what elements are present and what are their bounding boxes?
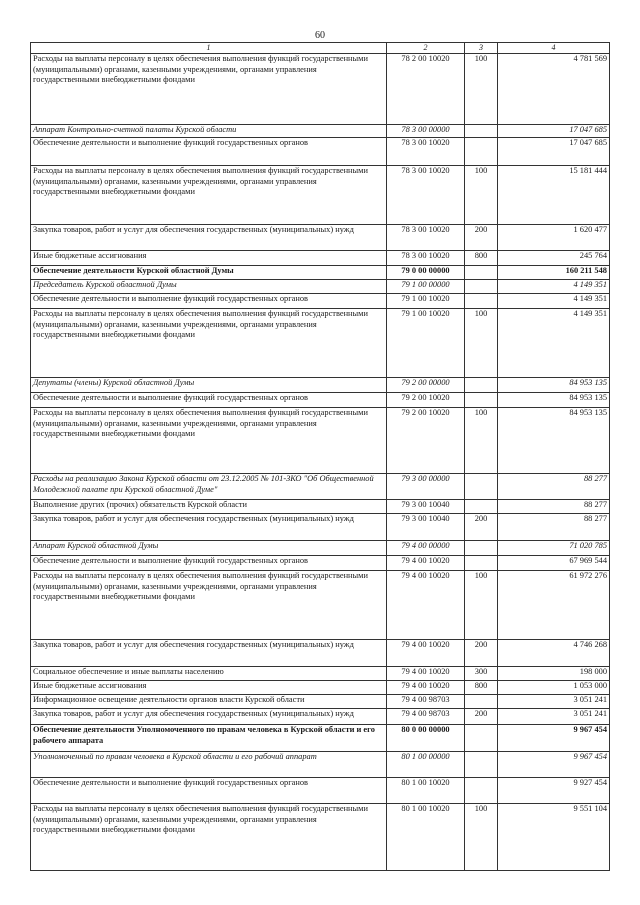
row-sum: 4 746 268 (498, 640, 610, 667)
row-name: Расходы на реализацию Закона Курской области от 23.12.2005 № 101-ЗКО "Об Общественной Молодежной палате при Курской областной Думе" (31, 474, 387, 500)
row-sum: 17 047 685 (498, 138, 610, 166)
row-vr: 200 (465, 225, 498, 251)
table-row (31, 54, 610, 125)
row-name: Аппарат Курской областной Думы (31, 541, 387, 556)
table-row (31, 138, 610, 166)
row-vr: 800 (465, 251, 498, 266)
table-row (31, 556, 610, 571)
row-vr: 100 (465, 54, 498, 125)
row-vr (465, 280, 498, 294)
table-row (31, 309, 610, 378)
row-vr: 100 (465, 166, 498, 225)
row-vr (465, 393, 498, 408)
row-sum: 198 000 (498, 667, 610, 681)
table-row (31, 778, 610, 804)
row-code: 80 1 00 00000 (387, 752, 465, 778)
row-name: Иные бюджетные ассигнования (31, 251, 387, 266)
row-code: 79 3 00 10040 (387, 514, 465, 541)
row-sum: 88 277 (498, 500, 610, 514)
row-vr: 100 (465, 309, 498, 378)
row-code: 79 3 00 10040 (387, 500, 465, 514)
row-sum: 160 211 548 (498, 266, 610, 280)
row-code: 79 1 00 00000 (387, 280, 465, 294)
table-row (31, 640, 610, 667)
table-row (31, 804, 610, 871)
header-col-2: 2 (387, 43, 465, 54)
row-vr (465, 266, 498, 280)
row-code: 79 3 00 00000 (387, 474, 465, 500)
table-row (31, 125, 610, 138)
row-vr: 100 (465, 804, 498, 871)
row-vr (465, 125, 498, 138)
row-sum: 4 149 351 (498, 280, 610, 294)
row-code: 79 4 00 10020 (387, 556, 465, 571)
row-code: 79 2 00 10020 (387, 393, 465, 408)
row-name: Закупка товаров, работ и услуг для обеспечения государственных (муниципальных) нужд (31, 514, 387, 541)
row-sum: 9 967 454 (498, 752, 610, 778)
row-vr: 200 (465, 514, 498, 541)
row-vr: 200 (465, 709, 498, 725)
row-name: Обеспечение деятельности Курской областной Думы (31, 266, 387, 280)
row-sum: 71 020 785 (498, 541, 610, 556)
row-sum: 1 620 477 (498, 225, 610, 251)
row-sum: 9 551 104 (498, 804, 610, 871)
table-row (31, 393, 610, 408)
row-code: 78 3 00 00000 (387, 125, 465, 138)
header-col-1: 1 (31, 43, 387, 54)
row-code: 80 1 00 10020 (387, 804, 465, 871)
row-name: Выполнение других (прочих) обязательств Курской области (31, 500, 387, 514)
row-name: Аппарат Контрольно-счетной палаты Курской области (31, 125, 387, 138)
row-code: 79 4 00 10020 (387, 640, 465, 667)
row-name: Закупка товаров, работ и услуг для обеспечения государственных (муниципальных) нужд (31, 225, 387, 251)
row-vr (465, 752, 498, 778)
row-name: Расходы на выплаты персоналу в целях обеспечения выполнения функций государственными (муниципальными) органами, казенными учреждениями, органами управления государственными внебюджетными фондами (31, 309, 387, 378)
row-name: Закупка товаров, работ и услуг для обеспечения государственных (муниципальных) нужд (31, 709, 387, 725)
table-row (31, 725, 610, 752)
row-vr (465, 541, 498, 556)
row-vr (465, 556, 498, 571)
row-sum: 84 953 135 (498, 393, 610, 408)
row-code: 79 4 00 98703 (387, 709, 465, 725)
row-name: Социальное обеспечение и иные выплаты населению (31, 667, 387, 681)
row-vr: 200 (465, 640, 498, 667)
table-row (31, 500, 610, 514)
row-code: 78 3 00 10020 (387, 225, 465, 251)
budget-table (30, 42, 610, 871)
row-name: Обеспечение деятельности и выполнение функций государственных органов (31, 778, 387, 804)
table-row (31, 667, 610, 681)
row-sum: 245 764 (498, 251, 610, 266)
row-vr (465, 500, 498, 514)
row-vr: 100 (465, 408, 498, 474)
row-sum: 88 277 (498, 514, 610, 541)
row-vr: 800 (465, 681, 498, 695)
row-code: 78 3 00 10020 (387, 166, 465, 225)
row-code: 79 1 00 10020 (387, 294, 465, 309)
table-row (31, 294, 610, 309)
row-code: 79 4 00 10020 (387, 667, 465, 681)
row-name: Обеспечение деятельности Уполномоченного по правам человека в Курской области и его рабочего аппарата (31, 725, 387, 752)
row-sum: 4 781 569 (498, 54, 610, 125)
row-vr (465, 378, 498, 393)
row-sum: 3 051 241 (498, 709, 610, 725)
row-sum: 84 953 135 (498, 378, 610, 393)
row-code: 79 0 00 00000 (387, 266, 465, 280)
row-name: Обеспечение деятельности и выполнение функций государственных органов (31, 393, 387, 408)
row-name: Председатель Курской областной Думы (31, 280, 387, 294)
header-col-3: 3 (465, 43, 498, 54)
row-name: Закупка товаров, работ и услуг для обеспечения государственных (муниципальных) нужд (31, 640, 387, 667)
row-code: 78 2 00 10020 (387, 54, 465, 125)
row-sum: 67 969 544 (498, 556, 610, 571)
row-vr: 100 (465, 571, 498, 640)
table-row (31, 514, 610, 541)
row-sum: 9 927 454 (498, 778, 610, 804)
row-name: Иные бюджетные ассигнования (31, 681, 387, 695)
table-row (31, 280, 610, 294)
row-code: 80 0 00 00000 (387, 725, 465, 752)
row-sum: 4 149 351 (498, 294, 610, 309)
row-code: 79 4 00 00000 (387, 541, 465, 556)
row-name: Уполномоченный по правам человека в Курской области и его рабочий аппарат (31, 752, 387, 778)
row-sum: 88 277 (498, 474, 610, 500)
row-sum: 1 053 000 (498, 681, 610, 695)
table-row (31, 225, 610, 251)
row-vr: 300 (465, 667, 498, 681)
row-name: Расходы на выплаты персоналу в целях обеспечения выполнения функций государственными (муниципальными) органами, казенными учреждениями, органами управления государственными внебюджетными фондами (31, 804, 387, 871)
row-sum: 61 972 276 (498, 571, 610, 640)
row-vr (465, 778, 498, 804)
row-code: 80 1 00 10020 (387, 778, 465, 804)
table-row (31, 408, 610, 474)
table-row (31, 251, 610, 266)
row-sum: 3 051 241 (498, 695, 610, 709)
row-name: Обеспечение деятельности и выполнение функций государственных органов (31, 294, 387, 309)
row-code: 79 1 00 10020 (387, 309, 465, 378)
table-header-row (31, 43, 610, 54)
table-row (31, 378, 610, 393)
row-code: 79 4 00 98703 (387, 695, 465, 709)
row-sum: 4 149 351 (498, 309, 610, 378)
row-sum: 15 181 444 (498, 166, 610, 225)
row-name: Депутаты (члены) Курской областной Думы (31, 378, 387, 393)
row-vr (465, 294, 498, 309)
row-sum: 9 967 454 (498, 725, 610, 752)
table-row (31, 709, 610, 725)
row-sum: 17 047 685 (498, 125, 610, 138)
table-row (31, 166, 610, 225)
row-code: 79 4 00 10020 (387, 681, 465, 695)
header-col-4: 4 (498, 43, 610, 54)
table-row (31, 681, 610, 695)
row-name: Обеспечение деятельности и выполнение функций государственных органов (31, 556, 387, 571)
row-vr (465, 695, 498, 709)
row-name: Расходы на выплаты персоналу в целях обеспечения выполнения функций государственными (муниципальными) органами, казенными учреждениями, органами управления государственными внебюджетными фондами (31, 166, 387, 225)
table-row (31, 752, 610, 778)
row-name: Расходы на выплаты персоналу в целях обеспечения выполнения функций государственными (муниципальными) органами, казенными учреждениями, органами управления государственными внебюджетными фондами (31, 54, 387, 125)
row-sum: 84 953 135 (498, 408, 610, 474)
row-name: Информационное освещение деятельности органов власти Курской области (31, 695, 387, 709)
table-row (31, 474, 610, 500)
page-number: 60 (315, 30, 325, 41)
table-row (31, 571, 610, 640)
row-name: Обеспечение деятельности и выполнение функций государственных органов (31, 138, 387, 166)
row-vr (465, 138, 498, 166)
table-row (31, 541, 610, 556)
table-row (31, 266, 610, 280)
row-code: 79 2 00 10020 (387, 408, 465, 474)
table-row (31, 695, 610, 709)
row-vr (465, 474, 498, 500)
row-code: 79 4 00 10020 (387, 571, 465, 640)
row-code: 78 3 00 10020 (387, 251, 465, 266)
row-code: 79 2 00 00000 (387, 378, 465, 393)
row-code: 78 3 00 10020 (387, 138, 465, 166)
row-vr (465, 725, 498, 752)
row-name: Расходы на выплаты персоналу в целях обеспечения выполнения функций государственными (муниципальными) органами, казенными учреждениями, органами управления государственными внебюджетными фондами (31, 408, 387, 474)
row-name: Расходы на выплаты персоналу в целях обеспечения выполнения функций государственными (муниципальными) органами, казенными учреждениями, органами управления государственными внебюджетными фондами (31, 571, 387, 640)
